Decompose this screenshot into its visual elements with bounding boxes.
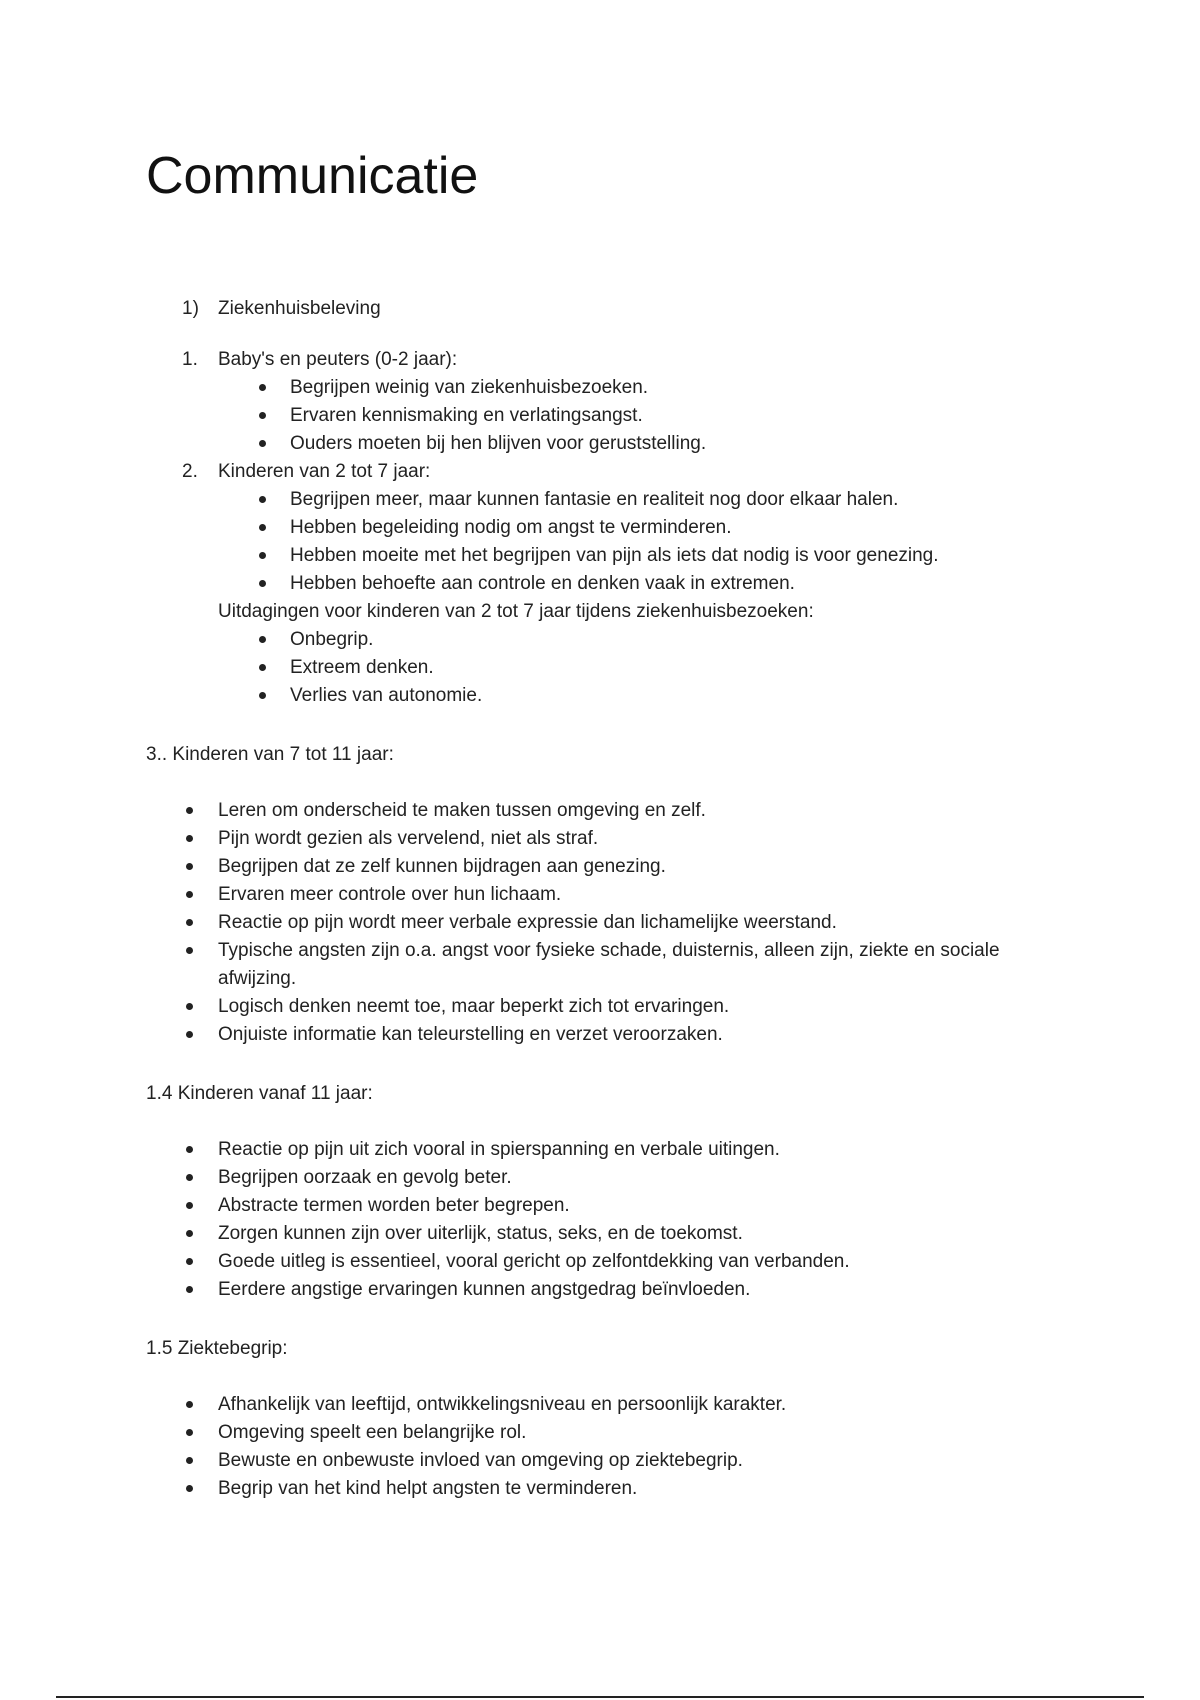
section-heading: Ziekenhuisbeleving (218, 298, 381, 319)
list-item: Ouders moeten bij hen blijven voor geruststelling. (290, 433, 707, 454)
list-item: Bewuste en onbewuste invloed van omgeving op ziektebegrip. (218, 1450, 743, 1471)
bullet-icon (186, 863, 193, 870)
bullet-icon (259, 496, 266, 503)
list-item: Begrijpen meer, maar kunnen fantasie en realiteit nog door elkaar halen. (290, 489, 899, 510)
bullet-icon (186, 1174, 193, 1181)
bullet-icon (259, 440, 266, 447)
list-heading: 3.. Kinderen van 7 tot 11 jaar: (146, 744, 394, 765)
bullet-icon (259, 580, 266, 587)
list-item: Hebben behoefte aan controle en denken vaak in extremen. (290, 573, 795, 594)
list-item: Begrijpen weinig van ziekenhuisbezoeken. (290, 377, 649, 398)
list-item: Pijn wordt gezien als vervelend, niet als straf. (218, 828, 599, 849)
bullet-icon (186, 1031, 193, 1038)
list-item: Begrijpen oorzaak en gevolg beter. (218, 1167, 512, 1188)
bullet-icon (259, 636, 266, 643)
bullet-icon (186, 1146, 193, 1153)
bullet-icon (186, 1286, 193, 1293)
page-divider (56, 1696, 1144, 1698)
bullet-icon (186, 1003, 193, 1010)
bullet-icon (186, 1485, 193, 1492)
list-item: Afhankelijk van leeftijd, ontwikkelingsniveau en persoonlijk karakter. (218, 1394, 787, 1415)
section-marker: 1) (182, 298, 199, 319)
bullet-icon (186, 1258, 193, 1265)
list-item: Reactie op pijn wordt meer verbale expressie dan lichamelijke weerstand. (218, 912, 837, 933)
bullet-icon (186, 1429, 193, 1436)
page-title: Communicatie (146, 147, 479, 205)
list-item: Hebben moeite met het begrijpen van pijn als iets dat nodig is voor genezing. (290, 545, 939, 566)
list-heading: 1.4 Kinderen vanaf 11 jaar: (146, 1083, 373, 1104)
list-item: Logisch denken neemt toe, maar beperkt zich tot ervaringen. (218, 996, 730, 1017)
list-heading: 1.5 Ziektebegrip: (146, 1338, 288, 1359)
list-item: Goede uitleg is essentieel, vooral gericht op zelfontdekking van verbanden. (218, 1251, 850, 1272)
list-item: Omgeving speelt een belangrijke rol. (218, 1422, 527, 1443)
list-item: Verlies van autonomie. (290, 685, 483, 706)
list-number: 2. (182, 461, 198, 482)
bullet-icon (259, 412, 266, 419)
list-item: Typische angsten zijn o.a. angst voor fysieke schade, duisternis, alleen zijn, ziekte en sociale (218, 940, 1000, 961)
bullet-icon (259, 524, 266, 531)
list-item: Eerdere angstige ervaringen kunnen angstgedrag beïnvloeden. (218, 1279, 751, 1300)
list-item: Leren om onderscheid te maken tussen omgeving en zelf. (218, 800, 706, 821)
bullet-icon (259, 664, 266, 671)
list-item: Begrijpen dat ze zelf kunnen bijdragen aan genezing. (218, 856, 666, 877)
bullet-icon (186, 1457, 193, 1464)
bullet-icon (186, 919, 193, 926)
bullet-icon (186, 1401, 193, 1408)
list-item: Zorgen kunnen zijn over uiterlijk, status, seks, en de toekomst. (218, 1223, 743, 1244)
list-item: Onjuiste informatie kan teleurstelling en verzet veroorzaken. (218, 1024, 723, 1045)
bullet-icon (186, 1230, 193, 1237)
bullet-icon (186, 807, 193, 814)
challenges-heading: Uitdagingen voor kinderen van 2 tot 7 jaar tijdens ziekenhuisbezoeken: (218, 601, 814, 622)
list-item: Onbegrip. (290, 629, 374, 650)
list-item: Hebben begeleiding nodig om angst te verminderen. (290, 517, 732, 538)
list-number: 1. (182, 349, 198, 370)
bullet-icon (186, 1202, 193, 1209)
list-item: Begrip van het kind helpt angsten te verminderen. (218, 1478, 638, 1499)
list-heading: Baby's en peuters (0-2 jaar): (218, 349, 458, 370)
list-item: Ervaren kennismaking en verlatingsangst. (290, 405, 643, 426)
list-heading: Kinderen van 2 tot 7 jaar: (218, 461, 431, 482)
bullet-icon (186, 947, 193, 954)
bullet-icon (259, 384, 266, 391)
bullet-icon (186, 835, 193, 842)
bullet-icon (259, 552, 266, 559)
list-item: Reactie op pijn uit zich vooral in spierspanning en verbale uitingen. (218, 1139, 780, 1160)
bullet-icon (259, 692, 266, 699)
list-item: Extreem denken. (290, 657, 434, 678)
list-item-continuation: afwijzing. (218, 968, 297, 989)
list-item: Abstracte termen worden beter begrepen. (218, 1195, 570, 1216)
list-item: Ervaren meer controle over hun lichaam. (218, 884, 562, 905)
bullet-icon (186, 891, 193, 898)
